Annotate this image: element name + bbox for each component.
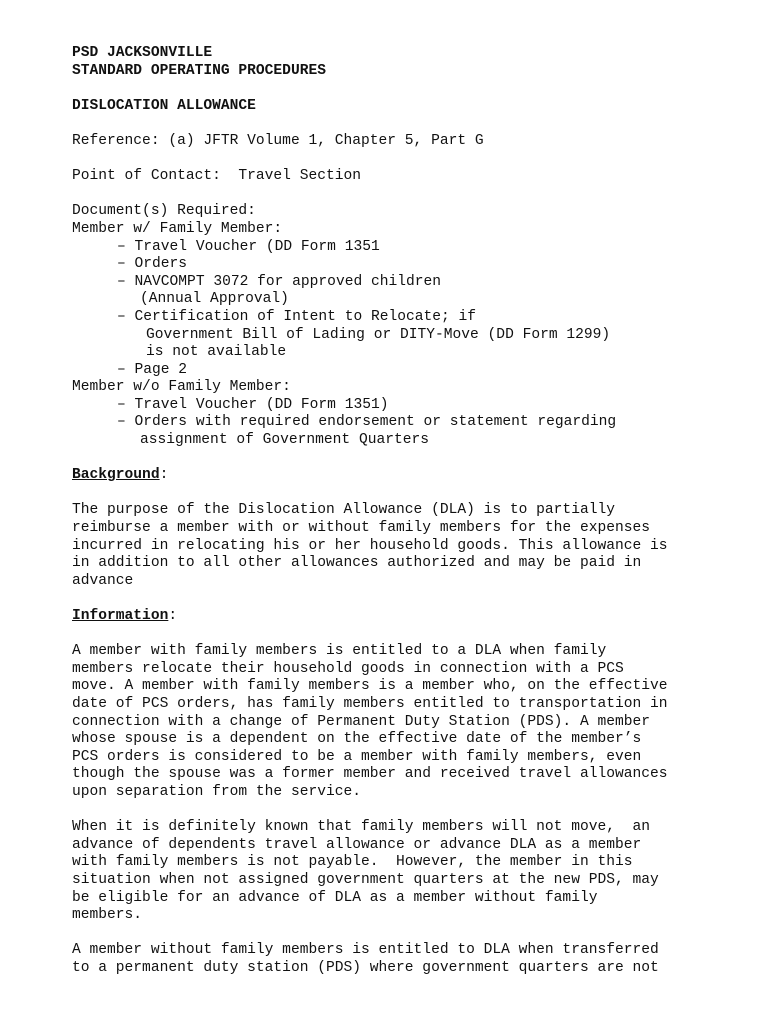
paragraph-line: A member with family members is entitled to a DLA when family [72, 643, 607, 660]
paragraph-line: members. [72, 907, 143, 924]
org-title: PSD JACKSONVILLE [72, 45, 213, 61]
background-heading: Background [72, 467, 160, 484]
documents-heading: Document(s) Required: [72, 203, 256, 220]
paragraph-line: advance [72, 572, 134, 589]
paragraph-line: members relocate their household goods in connection with a PCS [72, 660, 624, 677]
background-colon: : [159, 467, 169, 484]
without-family-heading: Member w/o Family Member: [72, 379, 291, 396]
list-item: – Orders [117, 256, 188, 273]
doc-subtitle: STANDARD OPERATING PROCEDURES [72, 62, 326, 79]
paragraph-line: whose spouse is a dependent on the effective date of the member’s [72, 731, 642, 748]
topic-title: DISLOCATION ALLOWANCE [72, 97, 256, 114]
with-family-heading: Member w/ Family Member: [72, 220, 283, 237]
paragraph-line: situation when not assigned government quarters at the new PDS, may [72, 871, 659, 888]
information-colon: : [168, 608, 178, 624]
background-heading-line [72, 467, 732, 485]
paragraph-line: A member without family members is entitled to DLA when transferred [72, 942, 659, 959]
list-item: – Orders with required endorsement or statement regarding [117, 414, 617, 431]
document-page [72, 45, 732, 977]
paragraph-line: The purpose of the Dislocation Allowance (DLA) is to partially [72, 502, 615, 519]
paragraph-line: move. A member with family members is a member who, on the effective [72, 678, 668, 695]
paragraph-line: connection with a change of Permanent Duty Station (PDS). A member [72, 713, 651, 730]
list-item-continuation: Government Bill of Lading or DITY-Move (DD Form 1299) [146, 326, 611, 343]
point-of-contact: Point of Contact: Travel Section [72, 168, 362, 185]
paragraph-line: in addition to all other allowances authorized and may be paid in [72, 555, 642, 572]
paragraph-line: PCS orders is considered to be a member with family members, even [72, 748, 642, 765]
list-item: – NAVCOMPT 3072 for approved children [117, 273, 442, 290]
list-item: – Page 2 [117, 361, 188, 378]
reference-line: Reference: (a) JFTR Volume 1, Chapter 5, Part G [72, 132, 484, 149]
information-heading-line [72, 608, 732, 626]
list-item-continuation: (Annual Approval) [140, 291, 289, 308]
paragraph-line: upon separation from the service. [72, 783, 362, 800]
information-heading: Information [72, 608, 169, 624]
paragraph-line: be eligible for an advance of DLA as a member without family [72, 889, 598, 906]
list-item: – Travel Voucher (DD Form 1351 [117, 238, 380, 255]
list-item: – Certification of Intent to Relocate; if [117, 308, 477, 325]
list-item: – Travel Voucher (DD Form 1351) [117, 396, 389, 413]
paragraph-line: When it is definitely known that family members will not move, an [72, 819, 651, 836]
paragraph-line: date of PCS orders, has family members entitled to transportation in [72, 695, 668, 712]
list-item-continuation: assignment of Government Quarters [140, 432, 430, 449]
paragraph-line: incurred in relocating his or her household goods. This allowance is [72, 537, 668, 554]
paragraph-line: advance of dependents travel allowance or advance DLA as a member [72, 836, 642, 853]
paragraph-line: reimburse a member with or without family members for the expenses [72, 520, 651, 537]
paragraph-line: though the spouse was a former member and received travel allowances [72, 766, 668, 783]
paragraph-line: with family members is not payable. However, the member in this [72, 854, 633, 871]
list-item-continuation: is not available [146, 344, 287, 361]
paragraph-line: to a permanent duty station (PDS) where government quarters are not [72, 959, 659, 976]
